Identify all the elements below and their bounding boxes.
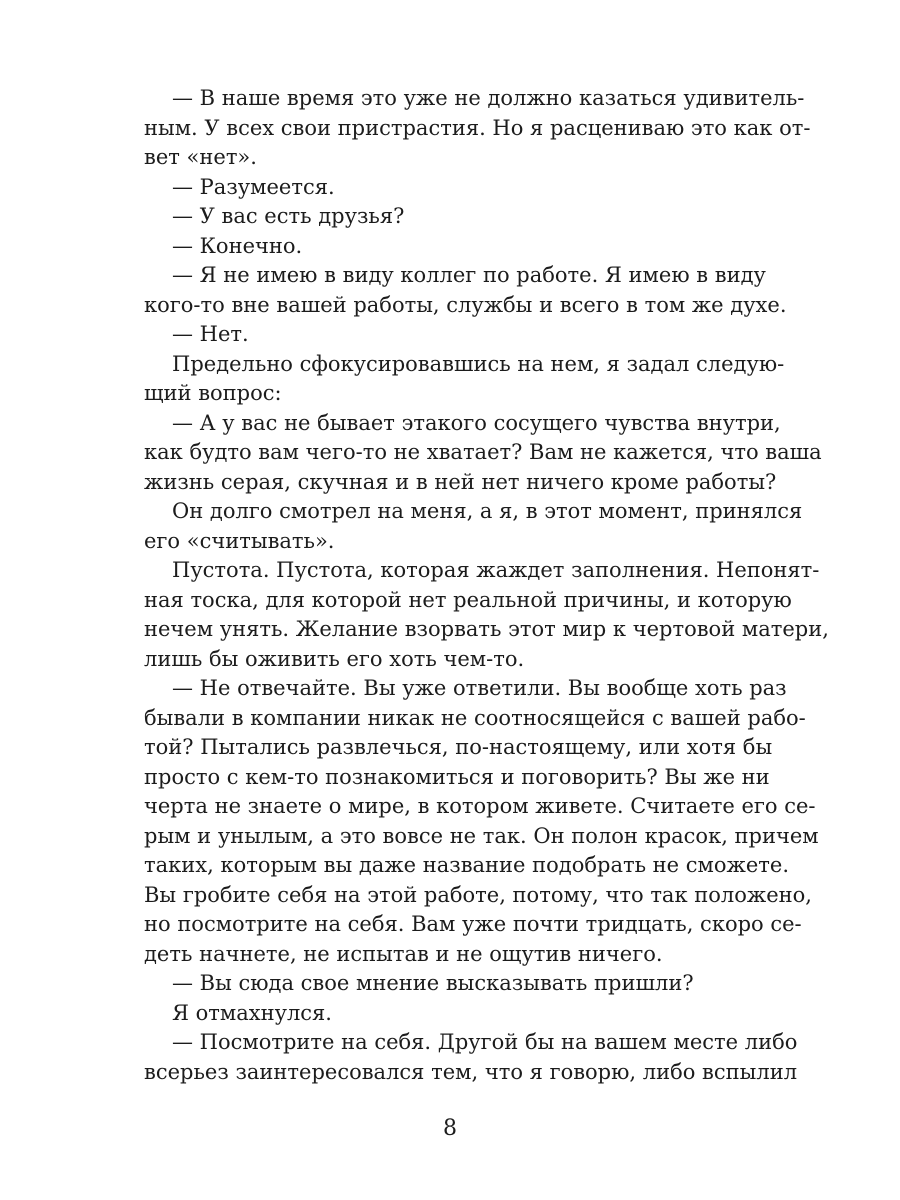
text-line: бывали в компании никак не соотносящейся с вашей рабо- [144,705,806,730]
body-text [144,84,829,1087]
text-line: — Вы сюда свое мнение высказывать пришли? [172,971,694,995]
text-line: всерьез заинтересовался тем, что я говорю, либо вспылил [144,1059,798,1084]
text-line: — Посмотрите на себя. Другой бы на вашем месте либо [172,1030,798,1054]
text-line: кого-то вне вашей работы, службы и всего в том же духе. [144,292,787,317]
text-line: Я отмахнулся. [172,1000,332,1025]
text-line: — Я не имею в виду коллег по работе. Я имею в виду [172,263,766,287]
text-line: той? Пытались развлечься, по-настоящему, или хотя бы [144,735,773,759]
text-line: черта не знаете о мире, в котором живете. Считаете его се- [144,794,816,818]
text-line: — У вас есть друзья? [172,204,405,228]
text-line: деть начнете, не испытав и не ощутив ничего. [144,941,663,966]
text-line: — Разумеется. [172,174,335,199]
page-number: 8 [443,1116,457,1141]
text-line: ным. У всех свои пристрастия. Но я расцениваю это как от- [144,115,811,140]
text-line: жизнь серая, скучная и в ней нет ничего кроме работы? [144,469,777,494]
text-line: — Не отвечайте. Вы уже ответили. Вы вообще хоть раз [172,676,787,700]
text-line: лишь бы оживить его хоть чем-то. [144,646,525,671]
text-line: — Нет. [172,322,249,346]
text-line: щий вопрос: [144,381,282,405]
text-line: — В наше время это уже не должно казаться удивитель- [172,86,805,110]
text-line: Предельно сфокусировавшись на нем, я задал следую- [172,351,785,376]
text-line: рым и унылым, а это вовсе не так. Он полон красок, причем [144,823,819,848]
text-line: его «считывать». [144,528,335,553]
text-line: таких, которым вы даже название подобрать не сможете. [144,853,789,877]
text-line: Пустота. Пустота, которая жаждет заполнения. Непонят- [172,558,820,582]
text-line: Он долго смотрел на меня, а я, в этот момент, принялся [172,499,803,523]
text-line: как будто вам чего-то не хватает? Вам не кажется, что ваша [144,440,822,464]
text-line: нечем унять. Желание взорвать этот мир к чертовой матери, [144,617,829,641]
text-line: просто с кем-то познакомиться и поговорить? Вы же ни [144,764,770,789]
text-line: — Конечно. [172,233,303,258]
text-line: Вы гробите себя на этой работе, потому, что так положено, [144,882,812,907]
text-line: ная тоска, для которой нет реальной причины, и которую [144,587,792,612]
text-line: вет «нет». [144,145,257,169]
text-line: но посмотрите на себя. Вам уже почти тридцать, скоро се- [144,912,802,936]
text-line: — А у вас не бывает этакого сосущего чувства внутри, [172,410,781,435]
